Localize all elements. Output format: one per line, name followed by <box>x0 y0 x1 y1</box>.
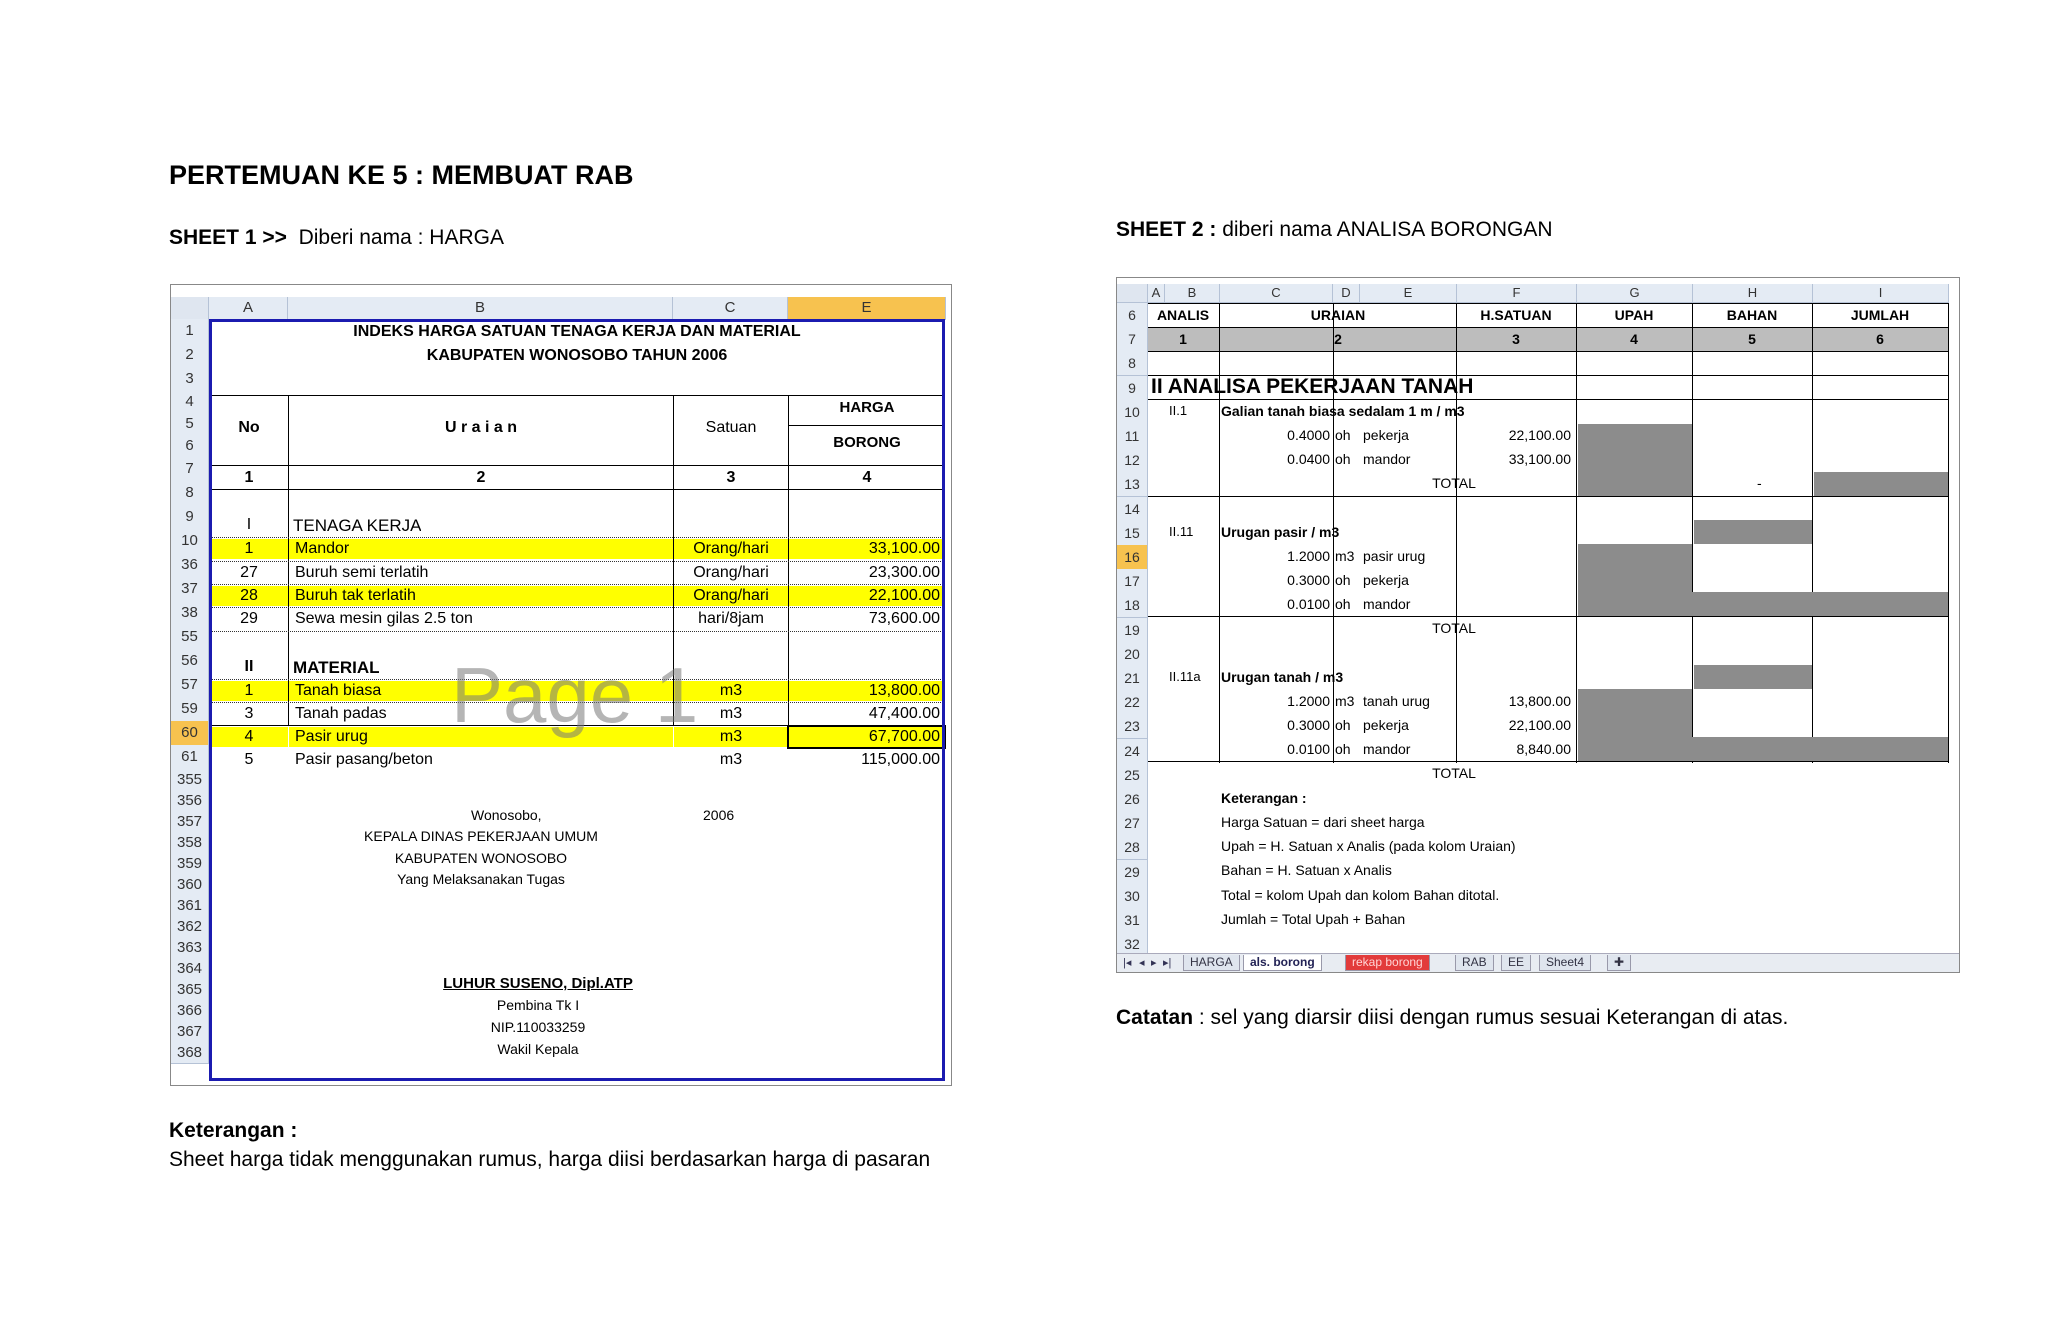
insert-sheet-icon[interactable]: ✚ <box>1607 955 1631 971</box>
row-uraian: Pasir urug <box>289 727 673 747</box>
prev-sheet-icon[interactable]: ◂ <box>1139 957 1145 969</box>
line-koef: 1.2000 <box>1287 693 1330 709</box>
sig-nip: NIP.110033259 <box>490 1019 586 1035</box>
sheet1-label-bold: SHEET 1 >> <box>169 226 287 249</box>
row-header[interactable]: 32 <box>1117 932 1148 957</box>
row-header[interactable]: 29 <box>1117 860 1148 885</box>
row-header[interactable]: 1 <box>171 319 209 344</box>
row-header[interactable]: 19 <box>1117 618 1148 643</box>
idx-cell: 5 <box>1748 331 1756 347</box>
total-label: TOTAL <box>1432 475 1476 491</box>
formula-cell-shaded[interactable] <box>1814 472 1948 496</box>
section-title: MATERIAL <box>293 658 380 677</box>
line-name: pasir urug <box>1363 548 1426 564</box>
row-header[interactable]: 12 <box>1117 448 1148 473</box>
keterangan-text: Sheet harga tidak menggunakan rumus, harga diisi berdasarkan harga di pasaran <box>169 1148 931 1171</box>
row-header[interactable]: 28 <box>1117 835 1148 860</box>
row-header[interactable]: 13 <box>1117 472 1148 497</box>
row-harga: 13,800.00 <box>789 681 944 701</box>
grid-line <box>1148 496 1948 497</box>
grid-line <box>1692 303 1693 763</box>
line-unit: oh <box>1335 717 1351 733</box>
row-uraian: Sewa mesin gilas 2.5 ton <box>295 610 473 627</box>
row-header[interactable]: 17 <box>1117 569 1148 594</box>
row-no: 29 <box>240 610 258 627</box>
section-title: II ANALISA PEKERJAAN TANAH <box>1151 375 1474 398</box>
row-satuan: m3 <box>674 727 788 747</box>
page-title: PERTEMUAN KE 5 : MEMBUAT RAB <box>169 160 634 190</box>
line-harga: 33,100.00 <box>1508 451 1571 467</box>
line-koef: 0.3000 <box>1287 717 1330 733</box>
row-header[interactable]: 358 <box>171 832 209 854</box>
row-header[interactable]: 22 <box>1117 690 1148 715</box>
line-name: pekerja <box>1363 717 1409 733</box>
row-header[interactable]: 15 <box>1117 521 1148 546</box>
last-sheet-icon[interactable]: ▸| <box>1163 957 1172 969</box>
hdr-hsatuan: H.SATUAN <box>1480 307 1552 323</box>
sheet1-title1: INDEKS HARGA SATUAN TENAGA KERJA DAN MATERIAL <box>353 323 801 340</box>
row-satuan: Orang/hari <box>693 564 769 581</box>
row-harga: 73,600.00 <box>868 610 940 627</box>
row-header[interactable]: 4 <box>171 391 209 414</box>
row-no: 1 <box>210 539 288 559</box>
line-unit: m3 <box>1335 693 1355 709</box>
row-header[interactable]: 365 <box>171 979 209 1001</box>
row-header[interactable]: 27 <box>1117 811 1148 836</box>
hdr-borong: BORONG <box>833 434 901 451</box>
row-header[interactable]: 9 <box>1117 376 1148 401</box>
sig-name: LUHUR SUSENO, Dipl.ATP <box>443 975 633 992</box>
hdr-harga: HARGA <box>839 399 895 416</box>
row-satuan: hari/8jam <box>698 610 764 627</box>
idx-cell: 2 <box>476 469 486 486</box>
col-header[interactable]: G <box>1577 284 1693 303</box>
page-watermark: Page 1 <box>451 651 699 739</box>
line-koef: 0.3000 <box>1287 572 1330 588</box>
row-header[interactable]: 7 <box>1117 327 1148 352</box>
row-uraian: Buruh tak terlatih <box>289 586 673 606</box>
catatan <box>1116 1006 1788 1030</box>
bahan-total: - <box>1757 475 1762 491</box>
line-koef: 0.0400 <box>1287 451 1330 467</box>
formula-cell-shaded[interactable] <box>1578 592 1948 616</box>
row-header[interactable]: 60 <box>171 721 209 746</box>
formula-cell-shaded[interactable] <box>1578 544 1692 592</box>
col-header[interactable]: C <box>1220 284 1333 303</box>
col-header[interactable]: B <box>1165 284 1220 303</box>
line-harga: 22,100.00 <box>1508 427 1571 443</box>
row-uraian: Tanah padas <box>295 705 387 722</box>
row-satuan: m3 <box>719 705 743 722</box>
idx-cell: 4 <box>862 469 872 486</box>
hdr-upah: UPAH <box>1614 307 1654 323</box>
total-label: TOTAL <box>1432 765 1476 781</box>
grid-line <box>1148 351 1948 352</box>
print-area-border <box>209 319 945 1081</box>
row-header[interactable]: 10 <box>1117 400 1148 425</box>
row-header[interactable]: 25 <box>1117 763 1148 788</box>
line-unit: oh <box>1335 741 1351 757</box>
row-header[interactable]: 355 <box>171 769 209 791</box>
line-harga: 13,800.00 <box>1508 693 1571 709</box>
notes-title: Keterangan : <box>1221 790 1307 806</box>
tab-als-borong[interactable]: als. borong <box>1243 955 1322 971</box>
section-number: II <box>244 658 254 675</box>
row-header[interactable]: 11 <box>1117 424 1148 449</box>
line-koef: 0.0100 <box>1287 741 1330 757</box>
idx-cell: 1 <box>1179 331 1187 347</box>
line-name: tanah urug <box>1363 693 1430 709</box>
section-title: TENAGA KERJA <box>293 516 422 535</box>
row-header[interactable]: 57 <box>171 673 209 698</box>
sig-line1: KEPALA DINAS PEKERJAAN UMUM <box>364 828 598 844</box>
line-unit: oh <box>1335 451 1351 467</box>
row-harga: 22,100.00 <box>789 586 944 606</box>
row-satuan: Orang/hari <box>674 539 788 559</box>
row-header[interactable]: 6 <box>1117 303 1148 328</box>
sig-rank: Pembina Tk I <box>496 997 580 1013</box>
col-header[interactable]: E <box>1360 284 1457 303</box>
select-all-corner[interactable] <box>171 297 209 320</box>
item-code: II.1 <box>1169 403 1188 418</box>
row-header[interactable]: 20 <box>1117 642 1148 667</box>
formula-cell-shaded[interactable] <box>1578 472 1692 496</box>
idx-cell: 6 <box>1876 331 1884 347</box>
row-uraian: Buruh semi terlatih <box>295 564 429 581</box>
row-satuan: Orang/hari <box>674 586 788 606</box>
idx-cell: 3 <box>726 469 736 486</box>
sig-place: Wonosobo, <box>471 807 542 823</box>
sig-line2: KABUPATEN WONOSOBO <box>394 850 568 866</box>
next-sheet-icon[interactable]: ▸ <box>1151 957 1157 969</box>
row-uraian: Mandor <box>289 539 673 559</box>
row-header[interactable]: 7 <box>171 457 209 482</box>
row-header[interactable]: 368 <box>171 1042 209 1064</box>
col-header[interactable]: B <box>288 297 673 320</box>
sig-role: Wakil Kepala <box>497 1041 579 1057</box>
row-header[interactable]: 9 <box>171 505 209 530</box>
line-name: pekerja <box>1363 572 1409 588</box>
col-header[interactable]: C <box>673 297 788 320</box>
col-header[interactable]: A <box>209 297 288 320</box>
sheet1-title2: KABUPATEN WONOSOBO TAHUN 2006 <box>426 347 728 364</box>
idx-cell: 3 <box>1512 331 1520 347</box>
row-satuan: m3 <box>674 681 788 701</box>
item-title: Galian tanah biasa sedalam 1 m / m3 <box>1221 403 1465 419</box>
row-header[interactable]: 359 <box>171 853 209 875</box>
note-line: Total = kolom Upah dan kolom Bahan ditotal. <box>1221 886 1500 903</box>
line-koef: 1.2000 <box>1287 548 1330 564</box>
formula-cell-shaded[interactable] <box>1578 689 1692 737</box>
line-harga: 22,100.00 <box>1508 717 1571 733</box>
line-unit: oh <box>1335 427 1351 443</box>
line-koef: 0.0100 <box>1287 596 1330 612</box>
tab-rab[interactable]: RAB <box>1455 955 1494 971</box>
row-header[interactable]: 16 <box>1117 545 1148 570</box>
hdr-jumlah: JUMLAH <box>1850 307 1910 323</box>
row-header[interactable]: 361 <box>171 895 209 917</box>
line-koef: 0.4000 <box>1287 427 1330 443</box>
row-header[interactable]: 31 <box>1117 908 1148 933</box>
hdr-uraian: URAIAN <box>1310 307 1366 323</box>
row-harga: 115,000.00 <box>861 751 940 768</box>
idx-cell: 4 <box>1630 331 1638 347</box>
row-header[interactable]: 364 <box>171 958 209 980</box>
grid-line <box>1948 303 1949 763</box>
hdr-satuan: Satuan <box>705 419 757 436</box>
idx-cell: 2 <box>1334 331 1342 347</box>
row-no: 1 <box>210 681 288 701</box>
sheet1-screenshot <box>170 284 952 1086</box>
row-harga: 23,300.00 <box>868 564 940 581</box>
row-header[interactable]: 59 <box>171 697 209 722</box>
row-harga: 47,400.00 <box>868 705 940 722</box>
row-header[interactable]: 356 <box>171 790 209 812</box>
formula-cell-shaded[interactable] <box>1578 424 1692 472</box>
row-no: 3 <box>244 705 254 722</box>
tab-rekap-borong[interactable]: rekap borong <box>1345 955 1430 971</box>
line-unit: oh <box>1335 572 1351 588</box>
tab-harga[interactable]: HARGA <box>1183 955 1240 971</box>
section-number: I <box>246 516 252 533</box>
row-header[interactable]: 10 <box>171 529 209 554</box>
row-header[interactable]: 21 <box>1117 666 1148 691</box>
line-name: pekerja <box>1363 427 1409 443</box>
col-header[interactable]: A <box>1148 284 1165 303</box>
first-sheet-icon[interactable]: |◂ <box>1123 957 1132 969</box>
sheet1-label-rest: Diberi nama : HARGA <box>298 226 504 249</box>
row-header[interactable]: 55 <box>171 625 209 650</box>
line-unit: m3 <box>1335 548 1355 564</box>
sheet2-screenshot <box>1116 277 1960 973</box>
row-no: 28 <box>210 586 288 606</box>
row-header[interactable]: 6 <box>171 435 209 458</box>
formula-cell-shaded[interactable] <box>1694 520 1812 544</box>
grid-line <box>1576 303 1577 763</box>
row-header[interactable]: 2 <box>171 343 209 368</box>
row-header[interactable]: 30 <box>1117 884 1148 909</box>
tab-ee[interactable]: EE <box>1501 955 1531 971</box>
col-header[interactable]: D <box>1333 284 1360 303</box>
row-uraian: Pasir pasang/beton <box>295 751 433 768</box>
col-header[interactable]: I <box>1813 284 1949 303</box>
line-name: mandor <box>1363 596 1411 612</box>
catatan-bold: Catatan <box>1116 1006 1194 1029</box>
sig-line3: Yang Melaksanakan Tugas <box>397 871 565 887</box>
select-all-corner[interactable] <box>1117 284 1148 303</box>
row-header[interactable]: 8 <box>171 481 209 506</box>
line-unit: oh <box>1335 596 1351 612</box>
grid-line <box>1812 303 1813 763</box>
sheet2-label-bold: SHEET 2 : <box>1116 218 1217 241</box>
catatan-rest: : sel yang diarsir diisi dengan rumus sesuai Keterangan di atas. <box>1198 1006 1789 1029</box>
hdr-uraian: U r a i a n <box>444 419 518 436</box>
line-name: mandor <box>1363 451 1411 467</box>
row-header[interactable]: 23 <box>1117 714 1148 739</box>
line-name: mandor <box>1363 741 1411 757</box>
col-header[interactable]: E <box>788 297 946 320</box>
hdr-analis: ANALIS <box>1156 307 1210 323</box>
row-header[interactable]: 366 <box>171 1000 209 1022</box>
row-harga[interactable]: 67,700.00 <box>789 727 944 747</box>
note-line: Harga Satuan = dari sheet harga <box>1221 814 1425 830</box>
row-header[interactable]: 61 <box>171 745 209 770</box>
sheet2-label-rest: diberi nama ANALISA BORONGAN <box>1222 218 1553 241</box>
col-header[interactable]: F <box>1457 284 1577 303</box>
row-uraian: Tanah biasa <box>289 681 673 701</box>
note-line: Upah = H. Satuan x Analis (pada kolom Uraian) <box>1221 838 1516 855</box>
row-header[interactable]: 14 <box>1117 497 1148 522</box>
idx-cell: 1 <box>244 469 254 486</box>
row-header[interactable]: 36 <box>171 553 209 578</box>
row-no: 27 <box>240 564 258 581</box>
row-header[interactable]: 37 <box>171 577 209 602</box>
row-header[interactable]: 360 <box>171 874 209 896</box>
item-code: II.11a <box>1169 669 1201 684</box>
tab-sheet4[interactable]: Sheet4 <box>1539 955 1591 971</box>
row-header[interactable]: 5 <box>171 413 209 436</box>
row-header[interactable]: 38 <box>171 601 209 626</box>
row-no: 5 <box>244 751 254 768</box>
row-header[interactable]: 363 <box>171 937 209 959</box>
row-header[interactable]: 18 <box>1117 593 1148 618</box>
row-harga: 33,100.00 <box>789 539 944 559</box>
sheet-tab-bar <box>1117 953 1959 972</box>
keterangan-title: Keterangan : <box>169 1119 298 1142</box>
row-header[interactable]: 3 <box>171 367 209 392</box>
col-header[interactable]: H <box>1693 284 1813 303</box>
formula-cell-shaded[interactable] <box>1694 665 1812 689</box>
row-no: 4 <box>210 727 288 747</box>
formula-cell-shaded[interactable] <box>1578 737 1948 761</box>
hdr-no: No <box>238 419 260 436</box>
item-code: II.11 <box>1169 524 1194 539</box>
row-header[interactable]: 8 <box>1117 351 1148 376</box>
sig-year: 2006 <box>703 807 735 823</box>
hdr-bahan: BAHAN <box>1726 307 1778 323</box>
row-header[interactable]: 367 <box>171 1021 209 1043</box>
row-header[interactable]: 56 <box>171 649 209 674</box>
row-header[interactable]: 24 <box>1117 739 1148 764</box>
sheet1-label <box>169 226 504 250</box>
row-header[interactable]: 26 <box>1117 787 1148 812</box>
row-header[interactable]: 357 <box>171 811 209 833</box>
item-title: Urugan tanah / m3 <box>1221 669 1344 685</box>
note-line: Bahan = H. Satuan x Analis <box>1221 862 1392 879</box>
line-harga: 8,840.00 <box>1516 741 1571 757</box>
note-line: Jumlah = Total Upah + Bahan <box>1221 910 1406 927</box>
item-title: Urugan pasir / m3 <box>1221 524 1340 540</box>
total-label: TOTAL <box>1432 620 1476 636</box>
row-header[interactable]: 362 <box>171 916 209 938</box>
sheet2-label <box>1116 218 1553 242</box>
row-satuan: m3 <box>719 751 743 768</box>
